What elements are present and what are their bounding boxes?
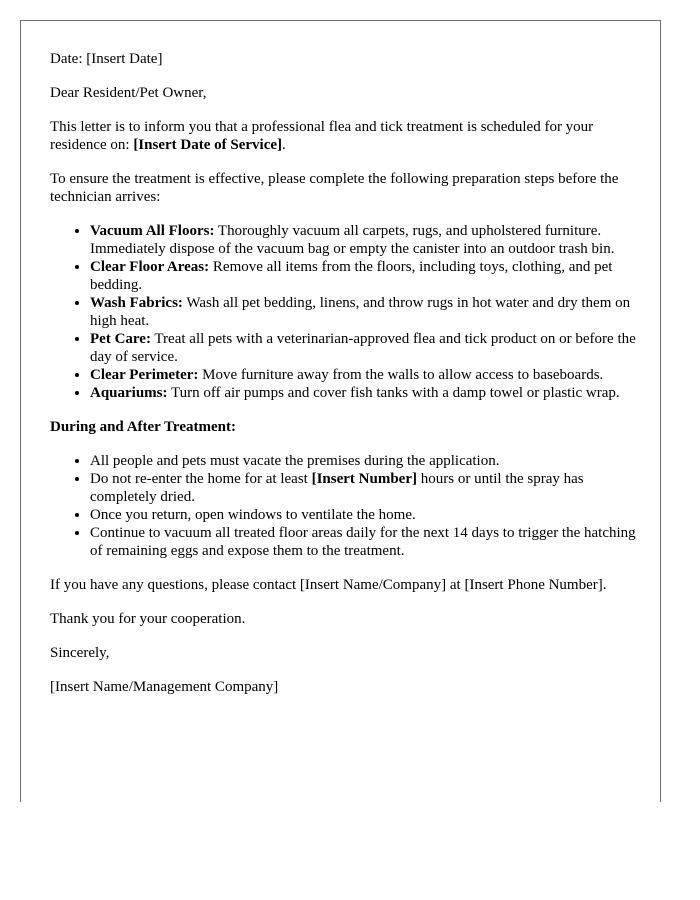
list-item [90, 222, 640, 258]
item-text: Treat all pets with a veterinarian-approved flea and tick product on or before the day of service. [90, 331, 636, 365]
intro-paragraph [50, 118, 640, 154]
preparation-intro: To ensure the treatment is effective, please complete the following preparation steps before the technician arrives: [50, 171, 619, 205]
signature-line: [Insert Name/Management Company] [50, 679, 279, 695]
item-label: Clear Floor Areas: [90, 259, 210, 275]
letter-content [50, 50, 640, 712]
item-text: Remove all items from the floors, including toys, clothing, and pet bedding. [90, 259, 613, 293]
item-label: Pet Care: [90, 331, 151, 347]
preparation-list [50, 222, 640, 402]
item-text: Thoroughly vacuum all carpets, rugs, and upholstered furniture. Immediately dispose of the vacuum bag or empty the canister into an outdoor trash bin. [90, 223, 615, 257]
list-item [90, 258, 640, 294]
item-text: hours or until the spray has completely dried. [90, 471, 584, 505]
intro-end: . [282, 137, 286, 153]
salutation: Dear Resident/Pet Owner, [50, 85, 207, 101]
item-text: Turn off air pumps and cover fish tanks with a damp towel or plastic wrap. [167, 385, 620, 401]
list-item [90, 330, 640, 366]
item-label: Aquariums: [90, 385, 168, 401]
list-item: • All people and pets must vacate the premises during the application. [90, 452, 640, 470]
list-item [90, 470, 640, 506]
service-date-placeholder: [Insert Date of Service] [133, 137, 283, 153]
list-item [90, 366, 640, 384]
item-label: Clear Perimeter: [90, 367, 199, 383]
item-text: Move furniture away from the walls to allow access to baseboards. [198, 367, 604, 383]
item-label: Vacuum All Floors: [90, 223, 215, 239]
contact-paragraph: If you have any questions, please contact [Insert Name/Company] at [Insert Phone Number]. [50, 577, 607, 593]
during-after-list [50, 452, 640, 560]
item-text: Do not re-enter the home for at least [90, 471, 312, 487]
closing-line: Sincerely, [50, 645, 110, 661]
list-item: • Continue to vacuum all treated floor areas daily for the next 14 days to trigger the hatching of remaining eggs and expose them to the treatment. [90, 524, 640, 560]
section-heading: During and After Treatment: [50, 419, 236, 435]
intro-text: This letter is to inform you that a professional flea and tick treatment is scheduled for your residence on: [50, 119, 594, 153]
list-item: • Once you return, open windows to ventilate the home. [90, 506, 640, 524]
date-line: Date: [Insert Date] [50, 51, 163, 67]
item-text: Wash all pet bedding, linens, and throw rugs in hot water and dry them on high heat. [90, 295, 631, 329]
hours-placeholder: [Insert Number] [311, 471, 417, 487]
thanks-line: Thank you for your cooperation. [50, 611, 246, 627]
item-label: Wash Fabrics: [90, 295, 183, 311]
list-item [90, 294, 640, 330]
list-item [90, 384, 640, 402]
letter-page [20, 20, 661, 802]
